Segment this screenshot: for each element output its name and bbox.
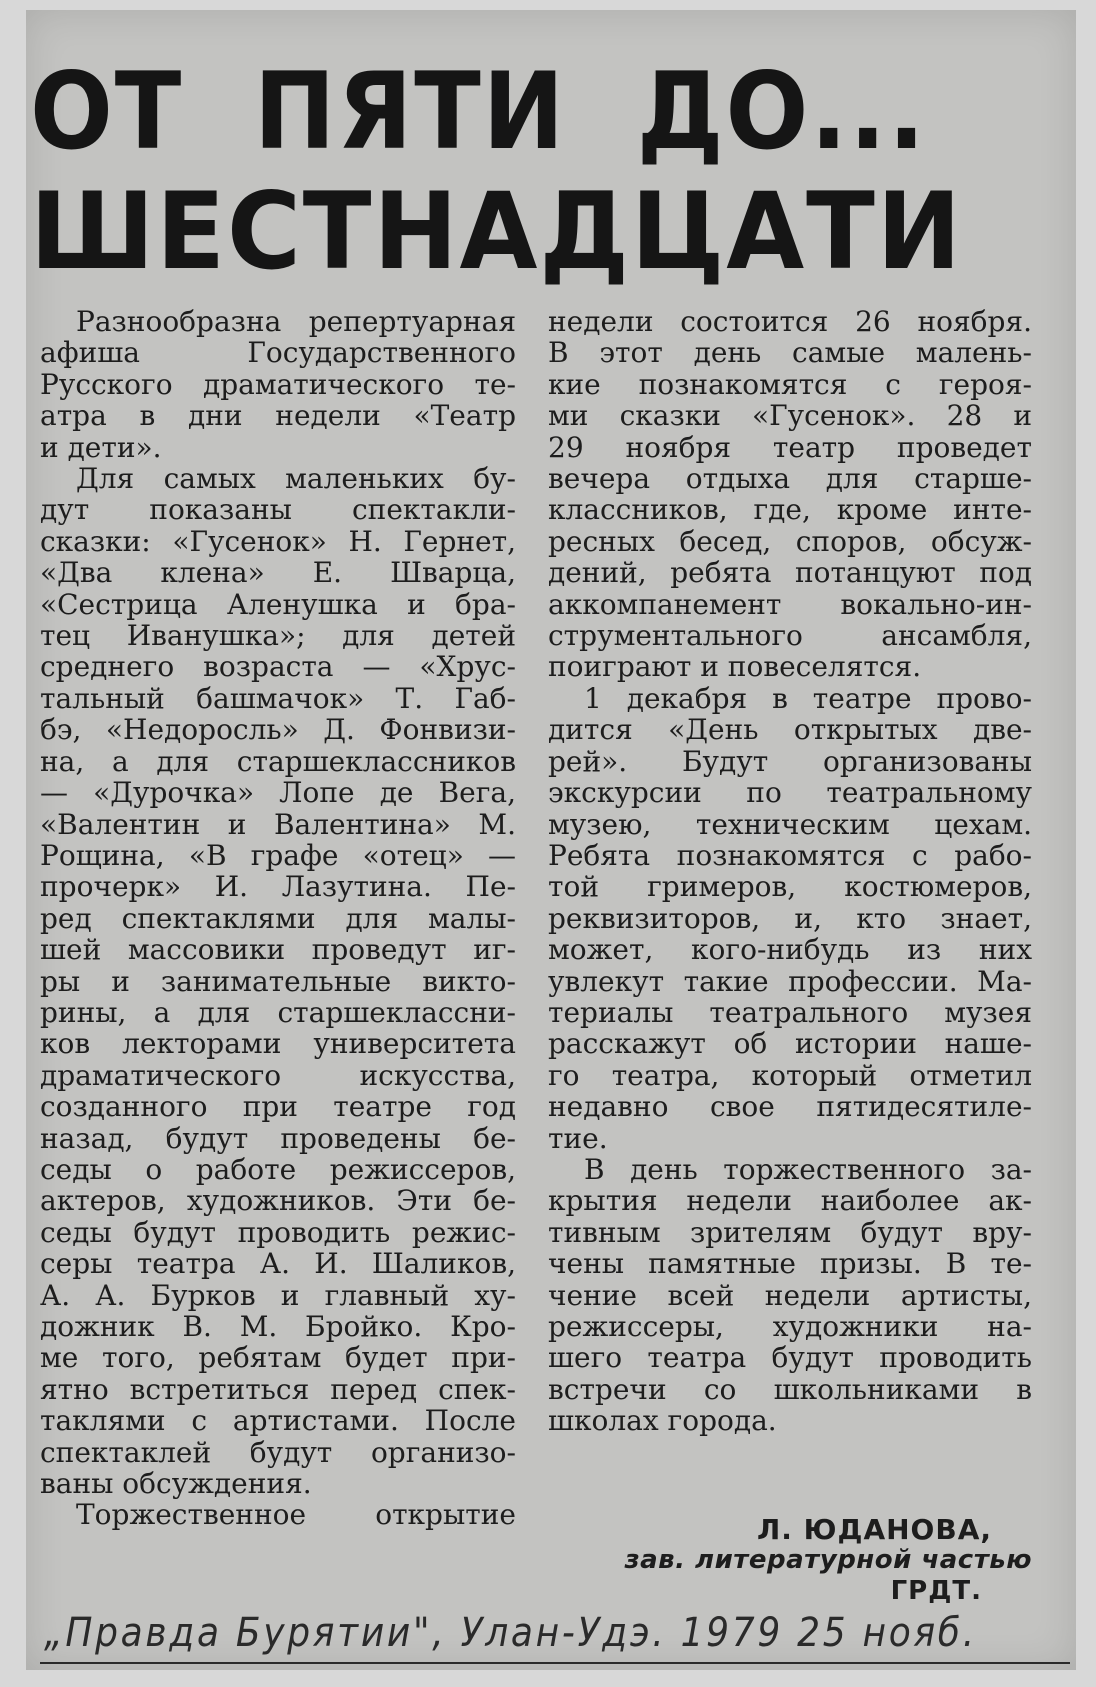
author-signature [548, 1514, 1032, 1607]
text-line: афиша Государственного [40, 336, 516, 370]
text-line: «Сестрица Аленушка и бра- [40, 587, 516, 621]
text-line: рей». Будут организованы [548, 744, 1032, 778]
text-line: тец Иванушка»; для детей [40, 619, 516, 653]
text-line: таклями с артистами. После [40, 1404, 516, 1438]
text-line: кие познакомятся с героя- [548, 367, 1032, 401]
handwritten-underline [40, 1662, 1070, 1664]
author-position: зав. литературной частью [624, 1545, 1032, 1575]
text-line: ред спектаклями для малы- [40, 901, 516, 935]
text-line: тие. [548, 1121, 608, 1155]
text-line: ваны обсуждения. [40, 1467, 312, 1501]
text-line: териалы театрального музея [548, 995, 1032, 1029]
text-line: реквизиторов, и, кто знает, [548, 901, 1032, 935]
text-line: аккомпанемент вокально-ин- [548, 587, 1032, 621]
text-line: атра в дни недели «Театр [40, 399, 516, 433]
text-line: расскажут об истории наше- [548, 1027, 1032, 1061]
text-line: школах города. [548, 1404, 777, 1438]
text-line: назад, будут проведены бе- [40, 1121, 516, 1155]
text-line: В этот день самые малень- [548, 336, 1032, 370]
text-line: 1 декабря в театре прово- [584, 681, 1032, 715]
text-line: шего театра будут проводить [548, 1341, 1032, 1375]
author-organization: ГРДТ. [890, 1576, 982, 1606]
text-line: тальный башмачок» Т. Габ- [40, 681, 516, 715]
text-line: поиграют и повеселятся. [548, 650, 922, 684]
text-line: ми сказки «Гусенок». 28 и [548, 399, 1032, 433]
text-line: «Валентин и Валентина» М. [40, 807, 516, 841]
handwritten-source-note: „Правда Бурятии", Улан-Удэ. 1979 25 нояб. [44, 1610, 977, 1656]
text-line: «Два клена» Е. Шварца, [40, 556, 516, 590]
text-line: седы о работе режиссеров, [40, 1152, 516, 1186]
text-line: на, а для старшеклассников [40, 744, 516, 778]
text-line: дут показаны спектакли- [40, 493, 516, 527]
text-line: А. А. Бурков и главный ху- [40, 1278, 516, 1312]
text-line: увлекут такие профессии. Ма- [548, 964, 1032, 998]
text-line: го театра, который отметил [548, 1058, 1032, 1092]
text-line: дожник В. М. Бройко. Кро- [40, 1310, 516, 1343]
headline-line-1: ОТ ПЯТИ ДО... [30, 50, 927, 173]
text-line: седы будут проводить режис- [40, 1215, 516, 1249]
text-line: бэ, «Недоросль» Д. Фонвизи- [40, 713, 516, 747]
text-line: среднего возраста — «Хрус- [40, 650, 516, 684]
text-line: ме того, ребятам будет при- [40, 1341, 516, 1375]
text-line: тивным зрителям будут вру- [548, 1215, 1032, 1249]
author-name: Л. ЮДАНОВА, [757, 1513, 992, 1546]
article-right-column [548, 306, 1032, 1437]
headline-line-2: ШЕСТНАДЦАТИ [30, 170, 963, 293]
text-line: ков лекторами университета [40, 1027, 516, 1061]
text-line: 29 ноября театр проведет [548, 430, 1032, 464]
text-line: и дети». [40, 430, 162, 464]
text-line: В день торжественного за- [584, 1152, 1032, 1186]
text-line: сказки: «Гусенок» Н. Гернет, [40, 524, 516, 558]
text-line: драматического искусства, [40, 1058, 516, 1092]
text-line: ры и занимательные викто- [40, 964, 516, 998]
text-line: встречи со школьниками в [548, 1372, 1032, 1406]
text-line: Ребята познакомятся с рабо- [548, 838, 1032, 872]
text-line: актеров, художников. Эти бе- [40, 1184, 516, 1218]
text-line: Русского драматического те- [40, 367, 516, 401]
text-line: может, кого-нибудь из них [548, 933, 1032, 967]
text-line: недавно свое пятидесятиле- [548, 1090, 1032, 1124]
text-line: Для самых маленьких бу- [76, 462, 516, 496]
text-line: экскурсии по театральному [548, 776, 1032, 810]
text-line: Рощина, «В графе «отец» — [40, 838, 516, 872]
text-line: музею, техническим цехам. [548, 807, 1032, 841]
text-line: рины, а для старшеклассни- [40, 995, 516, 1029]
text-line: ятно встретиться перед спек- [40, 1372, 516, 1406]
text-line: классников, где, кроме инте- [548, 493, 1032, 527]
text-line: крытия недели наиболее ак- [548, 1184, 1032, 1218]
text-line: недели состоится 26 ноября. [548, 305, 1032, 338]
text-line: дений, ребята потанцуют под [548, 556, 1032, 590]
text-line: Разнообразна репертуарная [76, 305, 516, 338]
text-line: струментального ансамбля, [548, 619, 1032, 653]
text-line: чены памятные призы. В те- [548, 1247, 1032, 1281]
text-line: вечера отдыха для старше- [548, 462, 1032, 496]
article-left-column [40, 306, 516, 1531]
text-line: режиссеры, художники на- [548, 1310, 1032, 1343]
text-line: Торжественное открытие [76, 1498, 516, 1532]
text-line: созданного при театре год [40, 1090, 516, 1124]
text-line: — «Дурочка» Лопе де Вега, [40, 776, 516, 810]
text-line: шей массовики проведут иг- [40, 933, 516, 967]
text-line: той гримеров, костюмеров, [548, 870, 1032, 904]
text-line: дится «День открытых две- [548, 713, 1032, 747]
text-line: серы театра А. И. Шаликов, [40, 1247, 516, 1281]
text-line: ресных бесед, споров, обсуж- [548, 524, 1032, 558]
text-line: прочерк» И. Лазутина. Пе- [40, 870, 516, 904]
text-line: чение всей недели артисты, [548, 1278, 1032, 1312]
text-line: спектаклей будут организо- [40, 1435, 516, 1469]
